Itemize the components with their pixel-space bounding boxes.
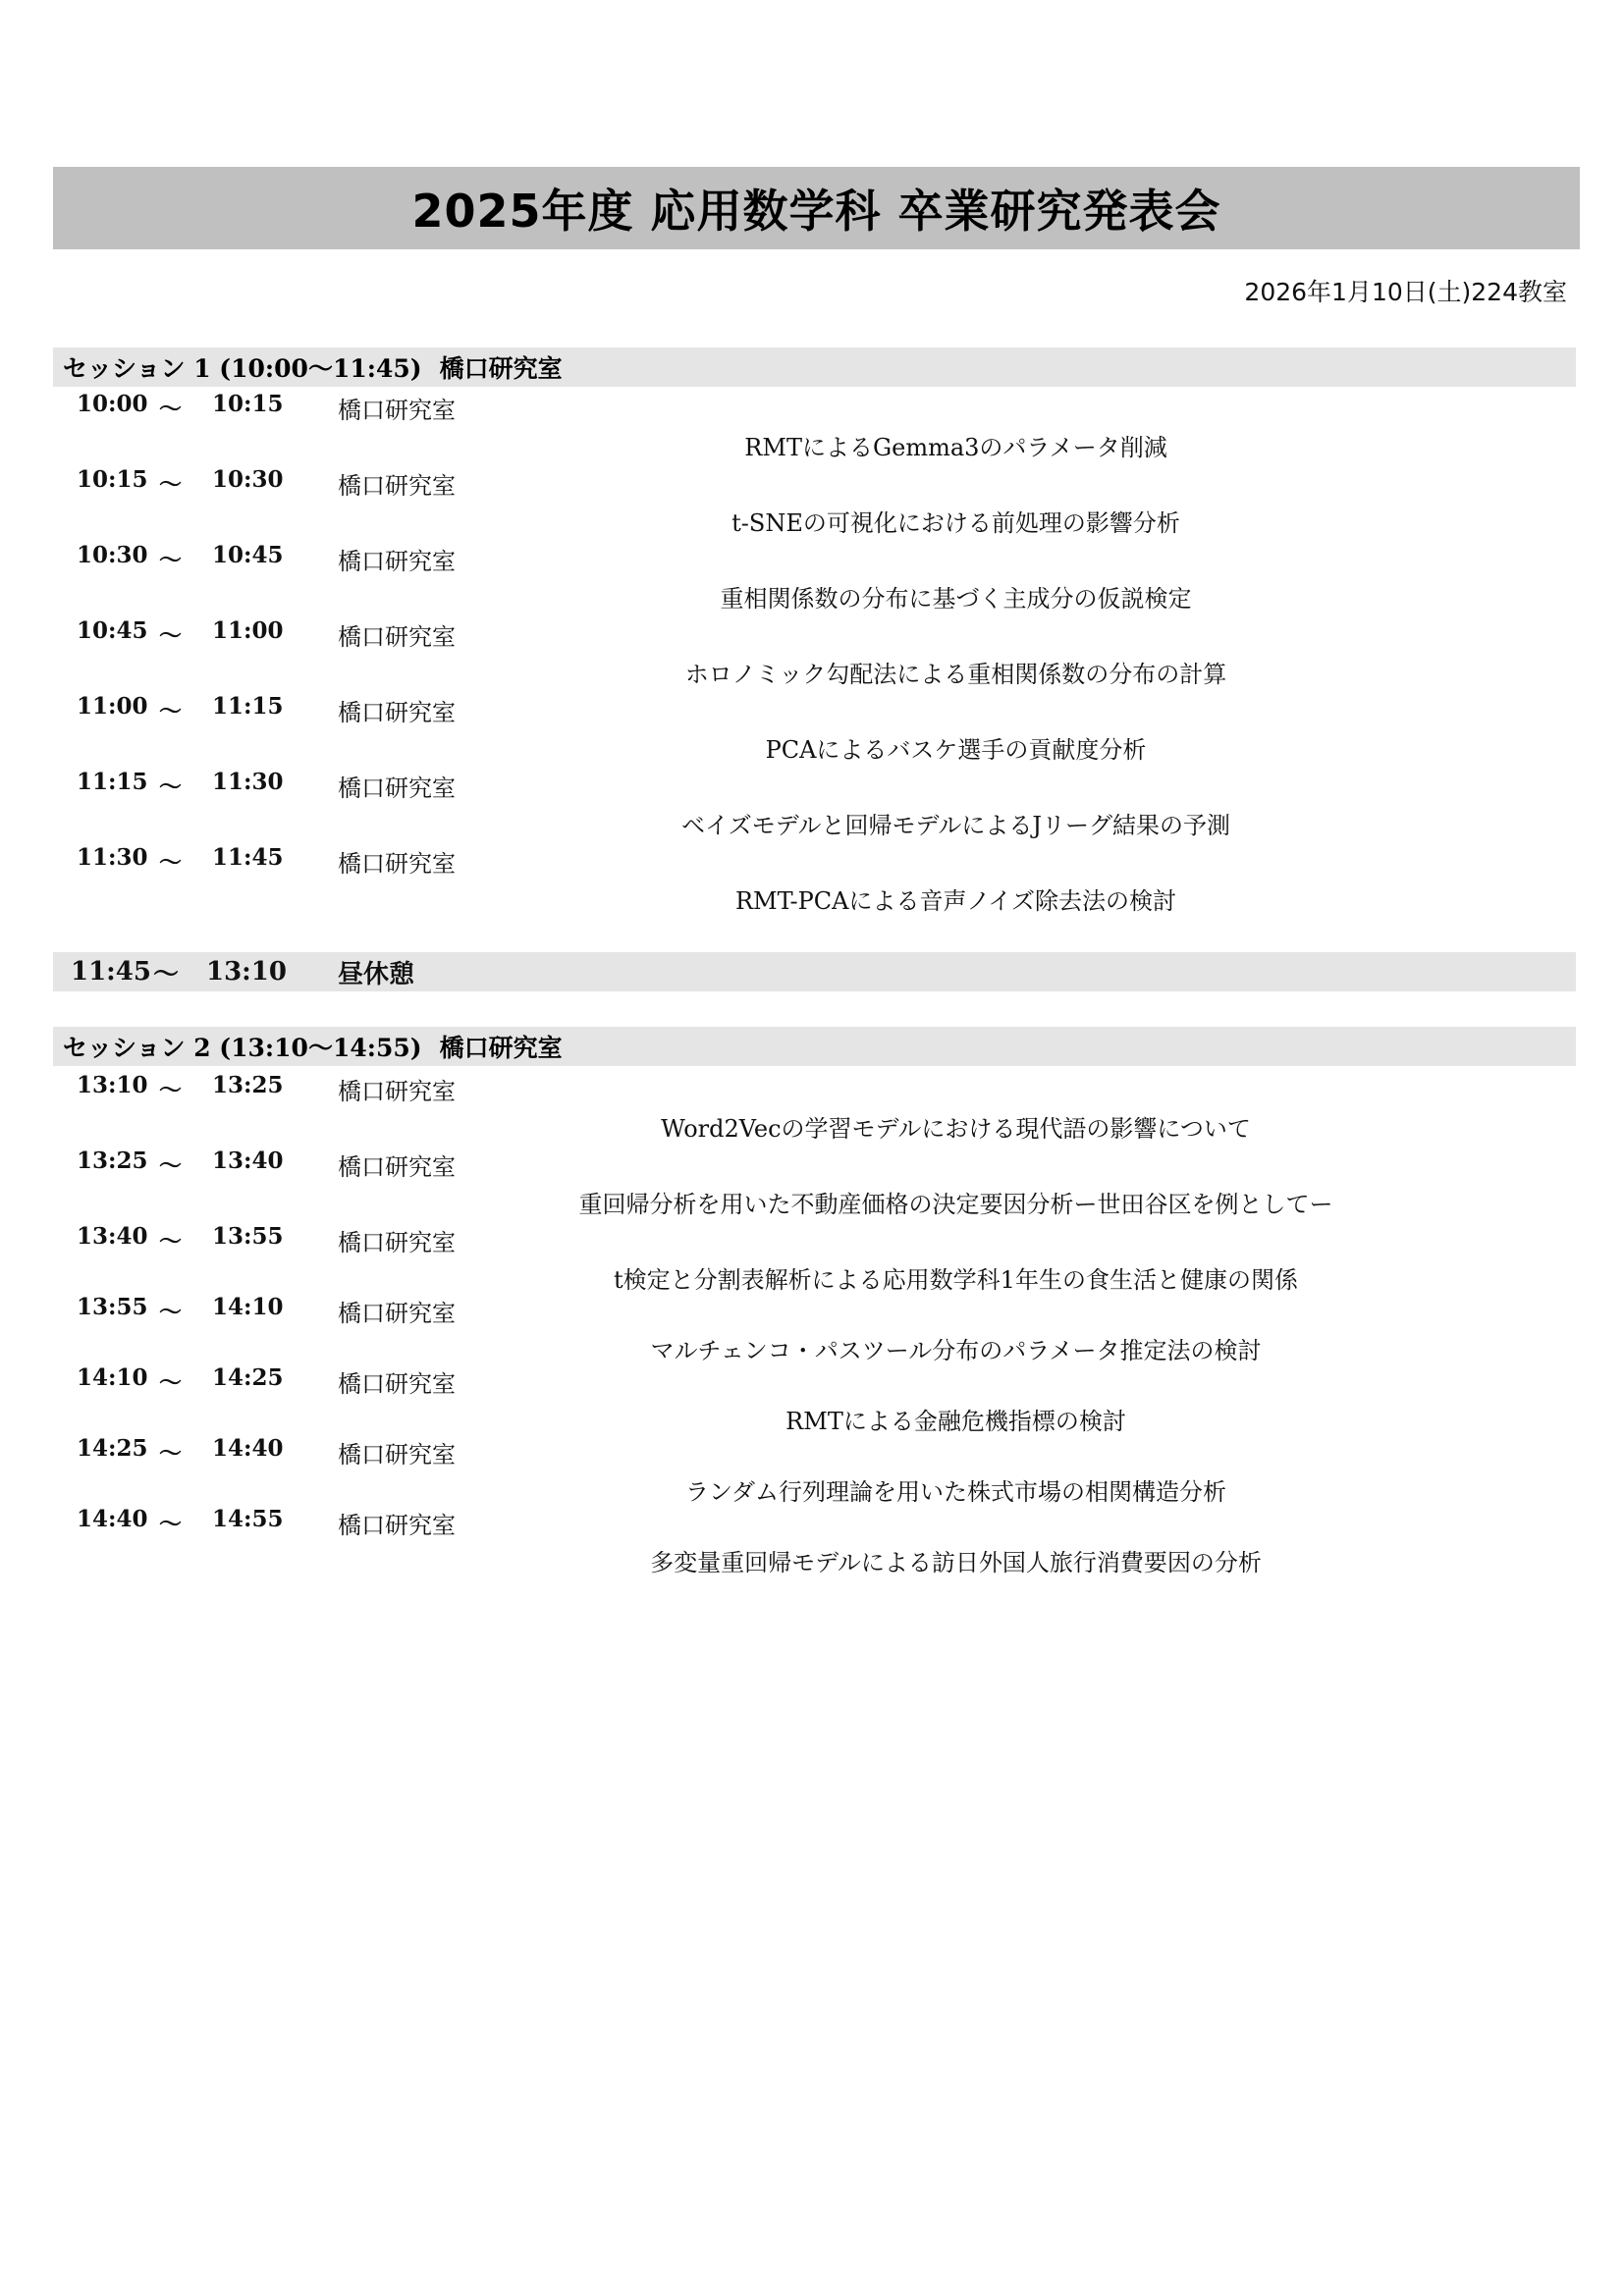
talk-lab: 橋口研究室 [338,774,456,802]
talk-topic: Word2Vecの学習モデルにおける現代語の影響について [661,1115,1251,1143]
talk-start: 11:30 [77,844,148,871]
talk-tilde: 〜 [159,1369,182,1396]
session-2-header [53,1027,1576,1066]
talk-start: 14:10 [77,1364,148,1391]
talk-tilde: 〜 [159,1440,182,1467]
talk-tilde: 〜 [159,471,182,498]
talk-tilde: 〜 [159,849,182,876]
talk-row [53,693,1576,768]
talk-lab: 橋口研究室 [338,699,456,726]
lunch-tilde: 〜 [153,959,180,989]
session-2-lab: 橋口研究室 [439,1034,563,1062]
talk-topic: ベイズモデルと回帰モデルによるJリーグ結果の予測 [681,812,1230,839]
talk-lab: 橋口研究室 [338,1300,456,1327]
talk-lab: 橋口研究室 [338,1512,456,1539]
talk-topic: ランダム行列理論を用いた株式市場の相関構造分析 [684,1478,1227,1506]
talk-lab: 橋口研究室 [338,623,456,651]
talk-lab: 橋口研究室 [338,1370,456,1398]
talk-row [53,1148,1576,1222]
talk-row [53,542,1576,616]
page-title: 2025年度 応用数学科 卒業研究発表会 [411,185,1221,238]
lunch-start: 11:45 [71,957,151,987]
talk-start: 10:15 [77,466,148,493]
talk-topic: t検定と分割表解析による応用数学科1年生の食生活と健康の関係 [614,1266,1298,1294]
talk-end: 14:25 [212,1364,284,1391]
talk-topic: PCAによるバスケ選手の貢献度分析 [765,736,1147,764]
talk-row [53,1364,1576,1439]
talk-topic: 多変量重回帰モデルによる訪日外国人旅行消費要因の分析 [650,1549,1262,1576]
talk-start: 10:30 [77,542,148,568]
title-bar [53,167,1580,249]
talk-topic: t-SNEの可視化における前処理の影響分析 [731,509,1180,537]
talk-end: 10:45 [212,542,284,568]
talk-row [53,1072,1576,1147]
talk-end: 13:40 [212,1148,284,1174]
talk-lab: 橋口研究室 [338,548,456,575]
talk-topic: マルチェンコ・パスツール分布のパラメータ推定法の検討 [650,1337,1262,1364]
talk-topic: ホロノミック勾配法による重相関係数の分布の計算 [684,661,1227,688]
lunch-end: 13:10 [206,957,287,987]
talk-end: 13:55 [212,1223,284,1250]
talk-tilde: 〜 [159,622,182,649]
talk-row [53,1294,1576,1368]
lunch-label: 昼休憩 [338,959,415,989]
talk-start: 10:00 [77,391,148,417]
talk-tilde: 〜 [159,547,182,573]
talk-topic: RMT-PCAによる音声ノイズ除去法の検討 [734,887,1177,915]
date-room: 2026年1月10日(土)224教室 [1244,278,1567,306]
talk-topic: 重回帰分析を用いた不動産価格の決定要因分析ー世田谷区を例としてー [578,1191,1333,1218]
talk-row [53,466,1576,541]
session-1-title: セッション 1 (10:00〜11:45) [63,354,422,383]
talk-start: 13:10 [77,1072,148,1098]
talk-lab: 橋口研究室 [338,1153,456,1181]
talk-tilde: 〜 [159,1511,182,1537]
talk-row [53,1435,1576,1510]
talk-row [53,769,1576,843]
talk-start: 11:15 [77,769,148,795]
talk-tilde: 〜 [159,774,182,800]
talk-tilde: 〜 [159,698,182,724]
talk-tilde: 〜 [159,1299,182,1325]
talk-row [53,844,1576,919]
talk-topic: RMTによる金融危機指標の検討 [785,1408,1126,1435]
talk-row [53,1223,1576,1298]
talk-end: 10:30 [212,466,284,493]
talk-row [53,617,1576,692]
session-2-title: セッション 2 (13:10〜14:55) [63,1034,422,1062]
talk-lab: 橋口研究室 [338,1078,456,1105]
session-1-lab: 橋口研究室 [439,354,563,383]
talk-end: 11:30 [212,769,284,795]
talk-lab: 橋口研究室 [338,1441,456,1468]
talk-start: 13:25 [77,1148,148,1174]
talk-lab: 橋口研究室 [338,397,456,424]
talk-end: 10:15 [212,391,284,417]
talk-tilde: 〜 [159,1228,182,1255]
talk-topic: 重相関係数の分布に基づく主成分の仮説検定 [720,585,1192,613]
talk-lab: 橋口研究室 [338,850,456,878]
talk-end: 13:25 [212,1072,284,1098]
talk-row [53,391,1576,465]
talk-end: 14:10 [212,1294,284,1320]
talk-start: 11:00 [77,693,148,720]
talk-tilde: 〜 [159,1152,182,1179]
talk-end: 11:00 [212,617,284,644]
talk-row [53,1506,1576,1580]
talk-topic: RMTによるGemma3のパラメータ削減 [744,434,1167,461]
talk-end: 11:15 [212,693,284,720]
session-1-header [53,347,1576,387]
talk-end: 11:45 [212,844,284,871]
talk-start: 14:40 [77,1506,148,1532]
lunch-break-bar [53,952,1576,991]
talk-tilde: 〜 [159,1077,182,1103]
talk-end: 14:55 [212,1506,284,1532]
talk-start: 10:45 [77,617,148,644]
talk-lab: 橋口研究室 [338,472,456,500]
talk-lab: 橋口研究室 [338,1229,456,1256]
talk-end: 14:40 [212,1435,284,1462]
talk-start: 13:55 [77,1294,148,1320]
talk-start: 13:40 [77,1223,148,1250]
talk-tilde: 〜 [159,396,182,422]
talk-start: 14:25 [77,1435,148,1462]
